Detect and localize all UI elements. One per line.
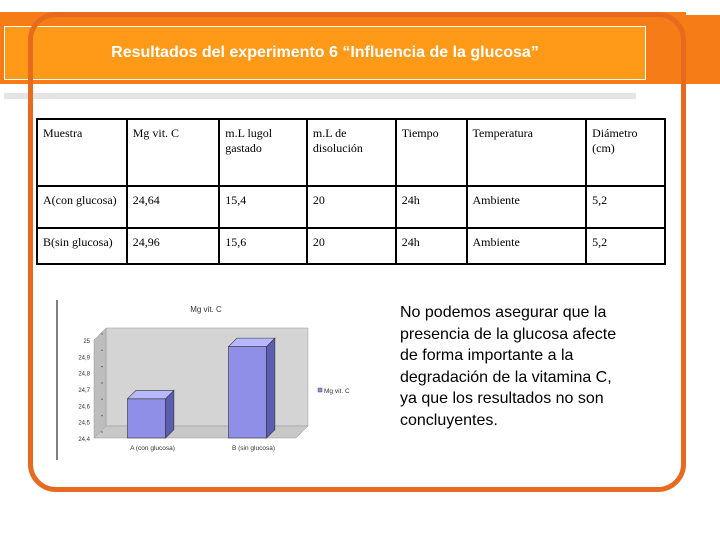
results-table — [36, 118, 666, 265]
bar — [229, 347, 267, 438]
table-cell: 24h — [396, 186, 467, 228]
y-gridline-marker — [101, 350, 102, 351]
y-gridline-marker — [101, 382, 102, 383]
table-cell: 24,64 — [127, 186, 220, 228]
slide-title-text: Resultados del experimento 6 “Influencia de la glucosa” — [111, 44, 539, 61]
table-cell: 5,2 — [586, 228, 665, 264]
chart-container — [56, 298, 386, 462]
y-tick-label: 24,9 — [78, 355, 90, 362]
title-band-notch — [686, 12, 720, 15]
table-header-row — [37, 119, 665, 186]
conclusion-text: No podemos asegurar que la presencia de la glucosa afecte de forma importante a la degradación de la vitamina C, ya que los resultados no son concluyentes. — [400, 304, 617, 429]
table-cell: 20 — [307, 186, 396, 228]
header-cell: Diámetro (cm) — [586, 119, 665, 186]
header-cell: Tiempo — [396, 119, 467, 186]
table-cell: Ambiente — [467, 186, 587, 228]
y-tick-label: 25 — [83, 339, 90, 345]
y-gridline-marker — [101, 431, 102, 432]
header-cell: Temperatura — [467, 119, 587, 186]
table-cell: 24h — [396, 228, 467, 264]
table-cell: 24,96 — [127, 228, 220, 264]
y-gridline-marker — [101, 333, 102, 334]
bar-chart — [56, 298, 386, 462]
header-cell: Mg vit. C — [127, 119, 220, 186]
header-cell: m.L de disolución — [307, 119, 396, 186]
table-cell: 20 — [307, 228, 396, 264]
header-cell: m.L lugol gastado — [219, 119, 307, 186]
table-cell: 15,6 — [219, 228, 307, 264]
x-tick-label: B (sin glucosa) — [232, 445, 275, 452]
table-cell: 5,2 — [586, 186, 665, 228]
chart-floor — [94, 426, 308, 438]
y-tick-label: 24,4 — [78, 437, 90, 443]
bar-top — [128, 390, 174, 398]
header-cell: Muestra — [37, 119, 127, 186]
bar-top — [229, 338, 275, 346]
chart-title: Mg vit. C — [190, 305, 222, 314]
y-tick-label: 24,6 — [78, 404, 90, 411]
x-tick-label: A (con glucosa) — [130, 445, 175, 452]
y-gridline-marker — [101, 399, 102, 400]
y-tick-label: 24,7 — [78, 388, 90, 394]
y-gridline-marker — [101, 366, 102, 367]
table-cell: A(con glucosa) — [37, 186, 127, 228]
legend-label: Mg vit. C — [324, 388, 350, 395]
table-row — [37, 228, 665, 264]
legend-swatch — [318, 388, 322, 392]
table-cell: B(sin glucosa) — [37, 228, 127, 264]
table-cell: 15,4 — [219, 186, 307, 228]
bar — [128, 399, 166, 438]
bar-side — [267, 338, 275, 438]
table-row — [37, 186, 665, 228]
y-tick-label: 24,5 — [78, 420, 90, 427]
table-cell: Ambiente — [467, 228, 587, 264]
chart-side-wall — [94, 328, 106, 438]
y-gridline-marker — [101, 415, 102, 416]
y-tick-label: 24,8 — [78, 371, 90, 378]
